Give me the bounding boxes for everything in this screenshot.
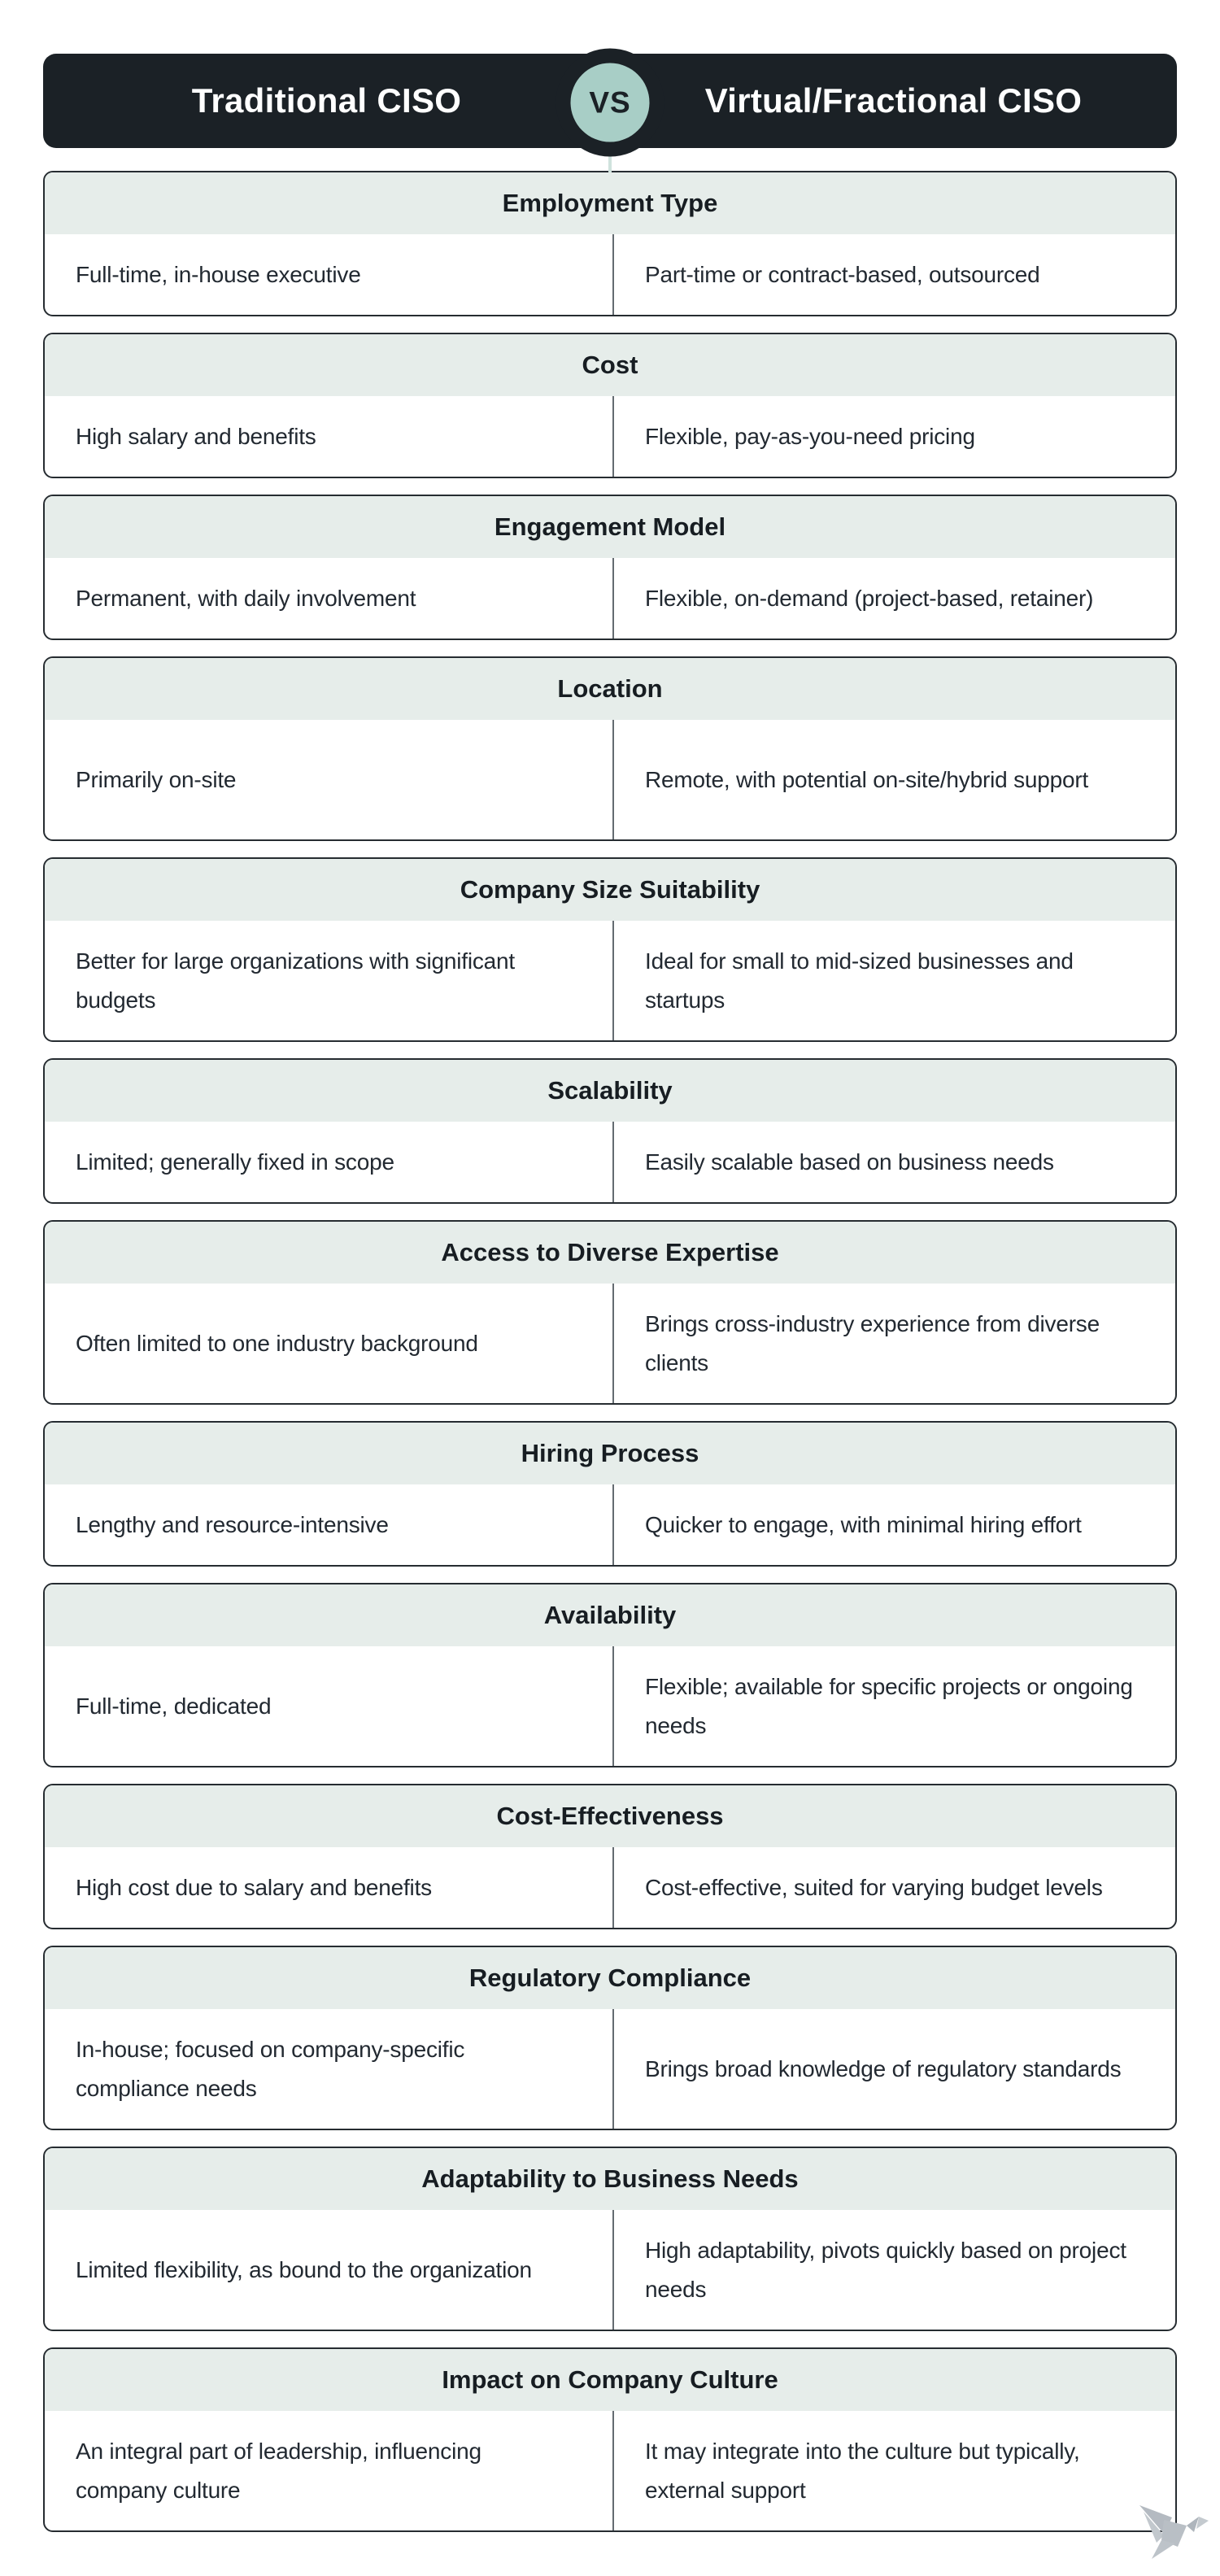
card-scalability bbox=[43, 1058, 1177, 1204]
category-title: Cost bbox=[582, 351, 638, 379]
origami-bird-logo-icon bbox=[1133, 2495, 1214, 2561]
category-header bbox=[45, 1060, 1175, 1122]
virtual-cell: Flexible, on-demand (project-based, retainer) bbox=[645, 585, 1094, 611]
card-hiring-process bbox=[43, 1421, 1177, 1567]
card-location bbox=[43, 656, 1177, 841]
category-header bbox=[45, 1785, 1175, 1847]
traditional-cell: Primarily on-site bbox=[45, 720, 614, 839]
virtual-cell: Flexible; available for specific projects or ongoing needs bbox=[645, 1673, 1133, 1738]
category-header bbox=[45, 1947, 1175, 2009]
virtual-cell: Part-time or contract-based, outsourced bbox=[645, 261, 1040, 287]
traditional-cell: Full-time, dedicated bbox=[45, 1646, 614, 1766]
traditional-cell: Permanent, with daily involvement bbox=[45, 558, 614, 639]
category-title: Availability bbox=[543, 1601, 677, 1629]
card-cost bbox=[43, 333, 1177, 478]
card-impact-on-company-culture bbox=[43, 2347, 1177, 2532]
category-header bbox=[45, 658, 1175, 720]
category-header bbox=[45, 2148, 1175, 2210]
category-header bbox=[45, 496, 1175, 558]
card-adaptability-to-business-needs bbox=[43, 2147, 1177, 2331]
traditional-ciso-title: Traditional CISO bbox=[191, 81, 462, 120]
category-title: Hiring Process bbox=[521, 1439, 699, 1467]
virtual-cell: Brings cross-industry experience from diverse clients bbox=[645, 1310, 1100, 1375]
card-engagement-model bbox=[43, 495, 1177, 640]
category-title: Adaptability to Business Needs bbox=[421, 2164, 799, 2193]
category-title: Company Size Suitability bbox=[460, 875, 760, 904]
card-availability bbox=[43, 1583, 1177, 1767]
category-header bbox=[45, 859, 1175, 921]
category-title: Engagement Model bbox=[494, 512, 726, 541]
traditional-cell: High cost due to salary and benefits bbox=[45, 1847, 614, 1928]
category-header bbox=[45, 334, 1175, 396]
comparison-table bbox=[43, 171, 1177, 2532]
vs-badge bbox=[556, 49, 664, 157]
category-header bbox=[45, 1222, 1175, 1284]
traditional-cell: In-house; focused on company-specific compliance needs bbox=[45, 2009, 614, 2129]
virtual-cell: Quicker to engage, with minimal hiring effort bbox=[645, 1511, 1082, 1537]
traditional-cell: Limited flexibility, as bound to the organization bbox=[45, 2210, 614, 2330]
vs-badge-label: VS bbox=[571, 63, 650, 142]
category-title: Cost-Effectiveness bbox=[496, 1802, 724, 1830]
traditional-cell: Limited; generally fixed in scope bbox=[45, 1122, 614, 1202]
category-header bbox=[45, 172, 1175, 234]
virtual-cell: High adaptability, pivots quickly based on project needs bbox=[645, 2237, 1126, 2302]
traditional-cell: High salary and benefits bbox=[45, 396, 614, 477]
virtual-cell: Brings broad knowledge of regulatory standards bbox=[645, 2055, 1122, 2081]
category-title: Employment Type bbox=[502, 189, 718, 217]
traditional-cell: Full-time, in-house executive bbox=[45, 234, 614, 315]
category-header bbox=[45, 1584, 1175, 1646]
card-access-to-diverse-expertise bbox=[43, 1220, 1177, 1405]
category-title: Location bbox=[557, 674, 663, 703]
virtual-cell: Easily scalable based on business needs bbox=[645, 1149, 1054, 1175]
virtual-cell: Cost-effective, suited for varying budget levels bbox=[645, 1874, 1103, 1900]
category-title: Impact on Company Culture bbox=[442, 2365, 778, 2394]
category-title: Scalability bbox=[547, 1076, 673, 1105]
virtual-cell: It may integrate into the culture but typically, external support bbox=[645, 2438, 1080, 2503]
virtual-cell: Flexible, pay-as-you-need pricing bbox=[645, 423, 975, 449]
traditional-cell: Better for large organizations with significant budgets bbox=[45, 921, 614, 1040]
category-title: Regulatory Compliance bbox=[468, 1964, 752, 1992]
card-employment-type bbox=[43, 171, 1177, 316]
vs-connector-line bbox=[608, 155, 612, 172]
traditional-cell: Lengthy and resource-intensive bbox=[45, 1484, 614, 1565]
category-header bbox=[45, 2349, 1175, 2411]
traditional-cell: An integral part of leadership, influencing company culture bbox=[45, 2411, 614, 2530]
virtual-cell: Remote, with potential on-site/hybrid support bbox=[645, 766, 1089, 792]
card-cost-effectiveness bbox=[43, 1784, 1177, 1929]
category-header bbox=[45, 1423, 1175, 1484]
traditional-cell: Often limited to one industry background bbox=[45, 1284, 614, 1403]
category-title: Access to Diverse Expertise bbox=[441, 1238, 779, 1266]
card-regulatory-compliance bbox=[43, 1946, 1177, 2130]
card-company-size-suitability bbox=[43, 857, 1177, 1042]
virtual-cell: Ideal for small to mid-sized businesses and startups bbox=[645, 948, 1074, 1013]
virtual-ciso-title: Virtual/Fractional CISO bbox=[704, 81, 1083, 120]
